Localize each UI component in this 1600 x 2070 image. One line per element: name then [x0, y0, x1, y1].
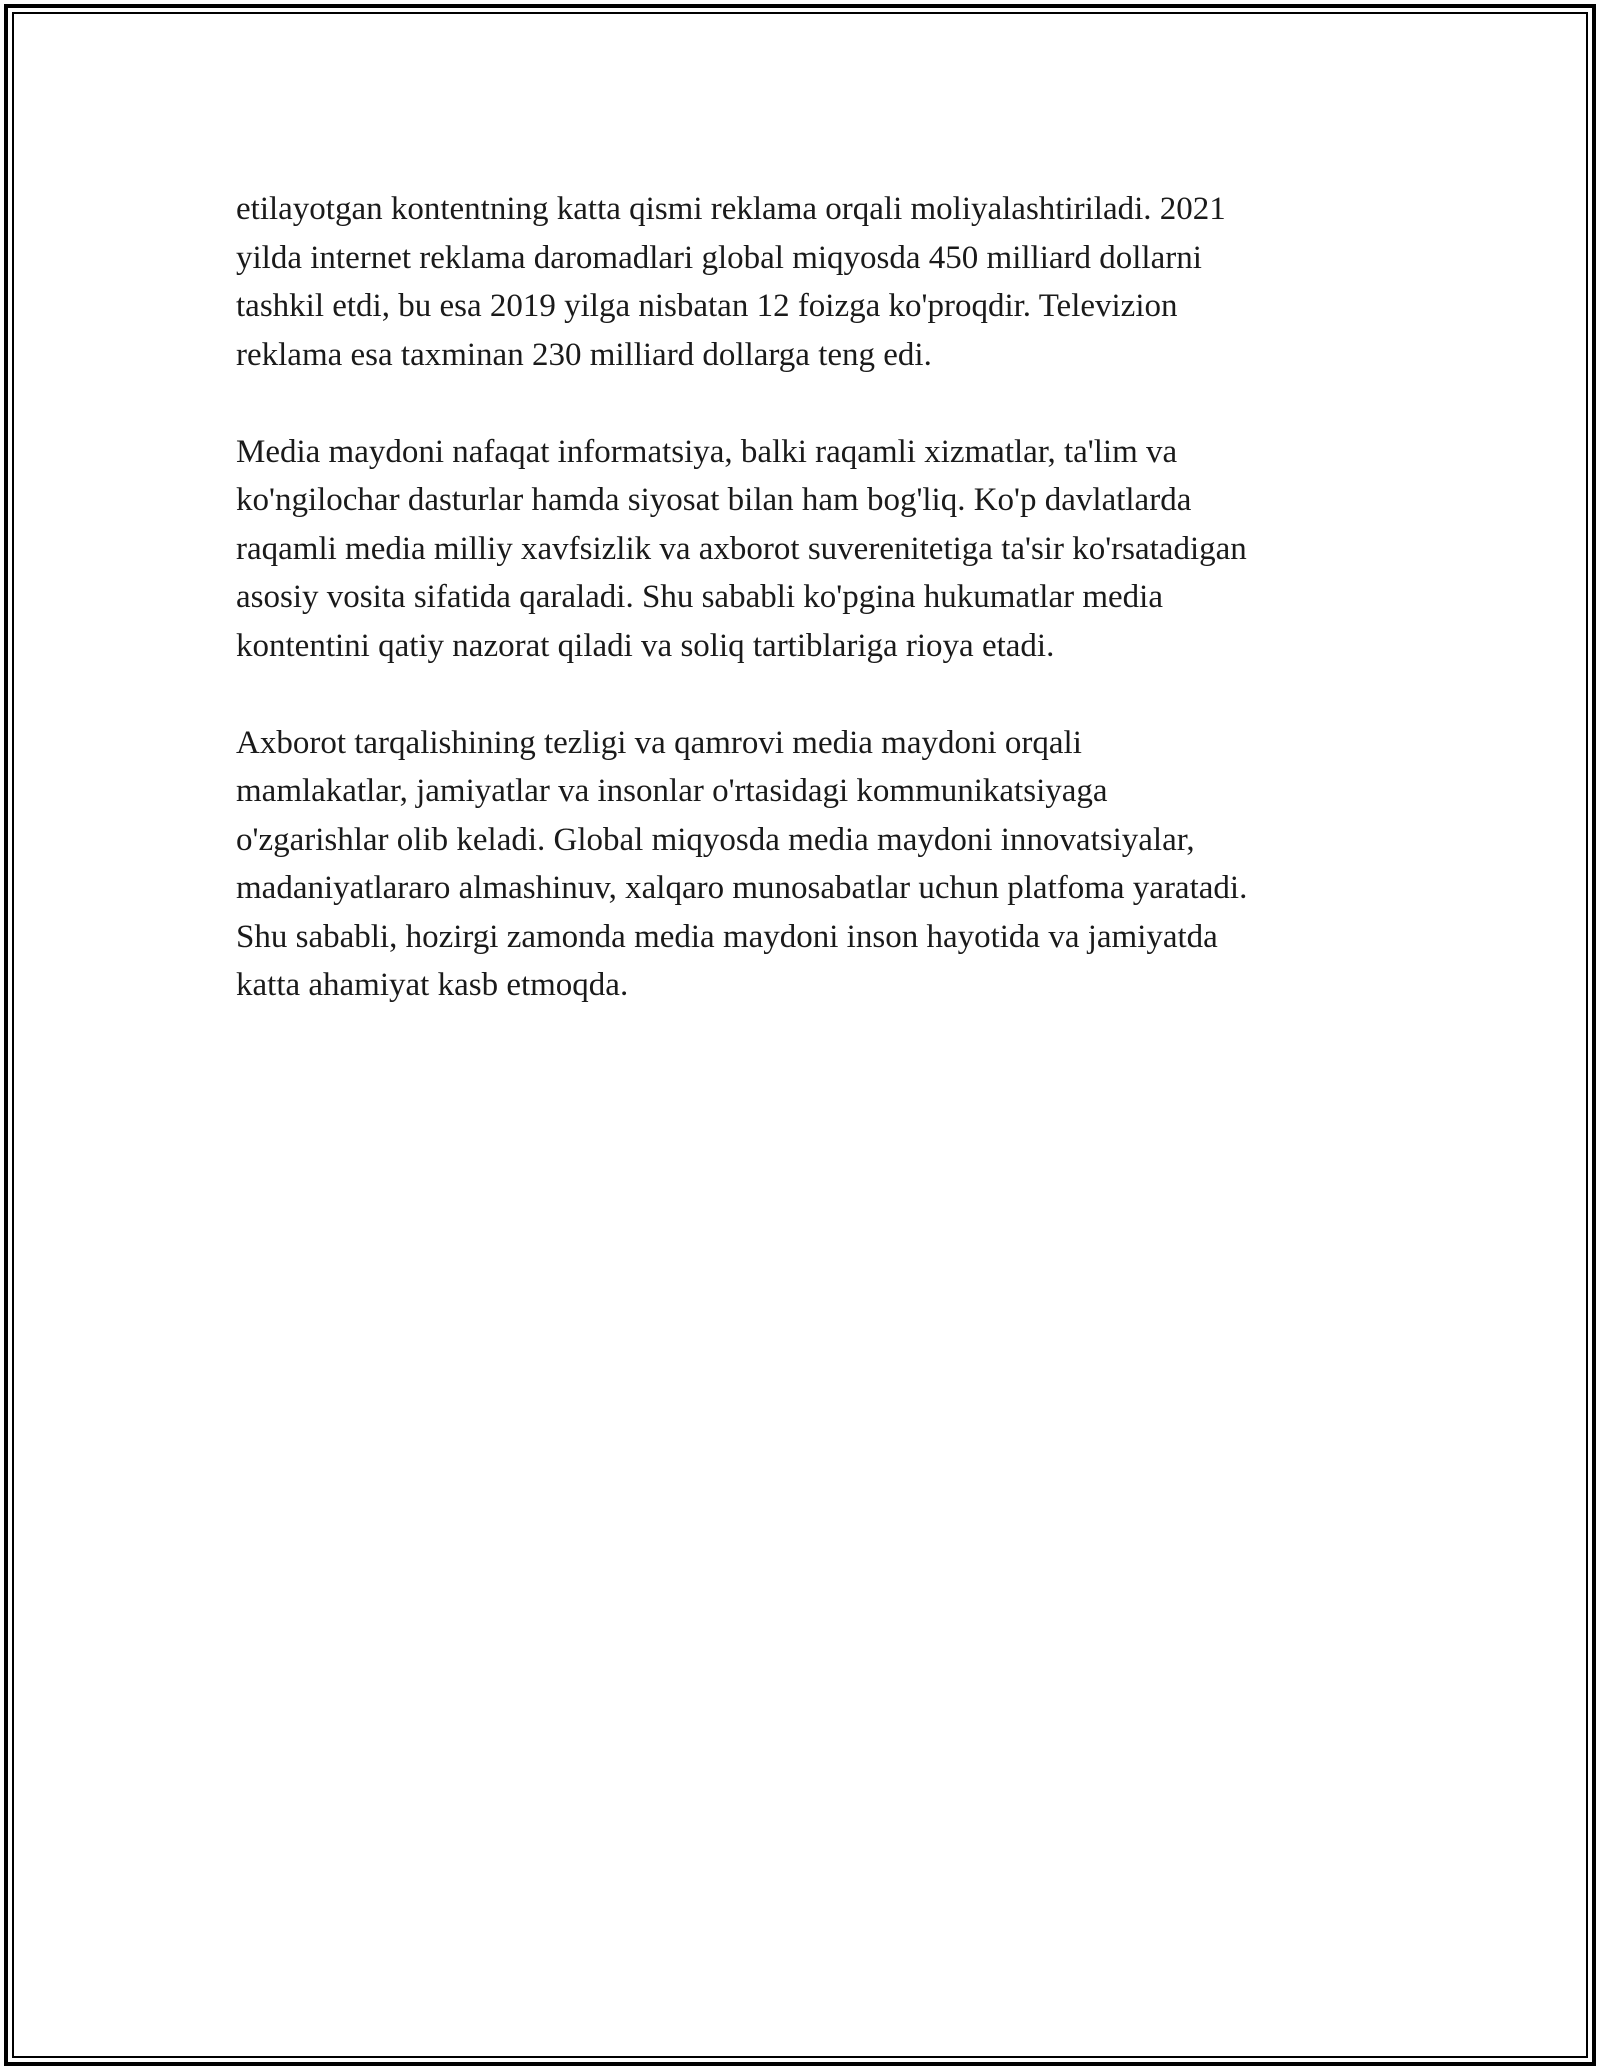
text-line: Media maydoni nafaqat informatsiya, balki raqamli xizmatlar, ta'lim va	[236, 433, 1178, 470]
paragraph-3	[236, 719, 1366, 1010]
text-line: ko'ngilochar dasturlar hamda siyosat bilan ham bog'liq. Ko'p davlatlarda	[236, 482, 1192, 518]
text-line: yilda internet reklama daromadlari global miqyosda 450 milliard dollarni	[236, 239, 1202, 276]
text-line: tashkil etdi, bu esa 2019 yilga nisbatan 12 foizga ko'proqdir. Televizion	[236, 288, 1178, 324]
text-line: katta ahamiyat kasb etmoqda.	[236, 967, 629, 1003]
paragraph-1	[236, 185, 1366, 379]
text-line: kontentini qatiy nazorat qiladi va soliq tartiblariga rioya etadi.	[236, 627, 1055, 664]
text-line: etilayotgan kontentning katta qismi reklama orqali moliyalashtiriladi. 2021	[236, 191, 1226, 227]
text-line: mamlakatlar, jamiyatlar va insonlar o'rtasidagi kommunikatsiyaga	[236, 773, 1108, 809]
paragraph-2	[236, 428, 1366, 671]
text-line: reklama esa taxminan 230 milliard dollarga teng edi.	[236, 336, 932, 373]
text-line: o'zgarishlar olib keladi. Global miqyosda media maydoni innovatsiyalar,	[236, 821, 1195, 858]
text-line: asosiy vosita sifatida qaraladi. Shu sababli ko'pgina hukumatlar media	[236, 579, 1163, 615]
document-body	[236, 185, 1366, 1058]
text-line: raqamli media milliy xavfsizlik va axborot suverenitetiga ta'sir ko'rsatadigan	[236, 530, 1247, 567]
text-line: Shu sababli, hozirgi zamonda media maydoni inson hayotida va jamiyatda	[236, 918, 1218, 955]
text-line: Axborot tarqalishining tezligi va qamrovi media maydoni orqali	[236, 724, 1082, 761]
text-line: madaniyatlararo almashinuv, xalqaro munosabatlar uchun platfoma yaratadi.	[236, 870, 1248, 906]
